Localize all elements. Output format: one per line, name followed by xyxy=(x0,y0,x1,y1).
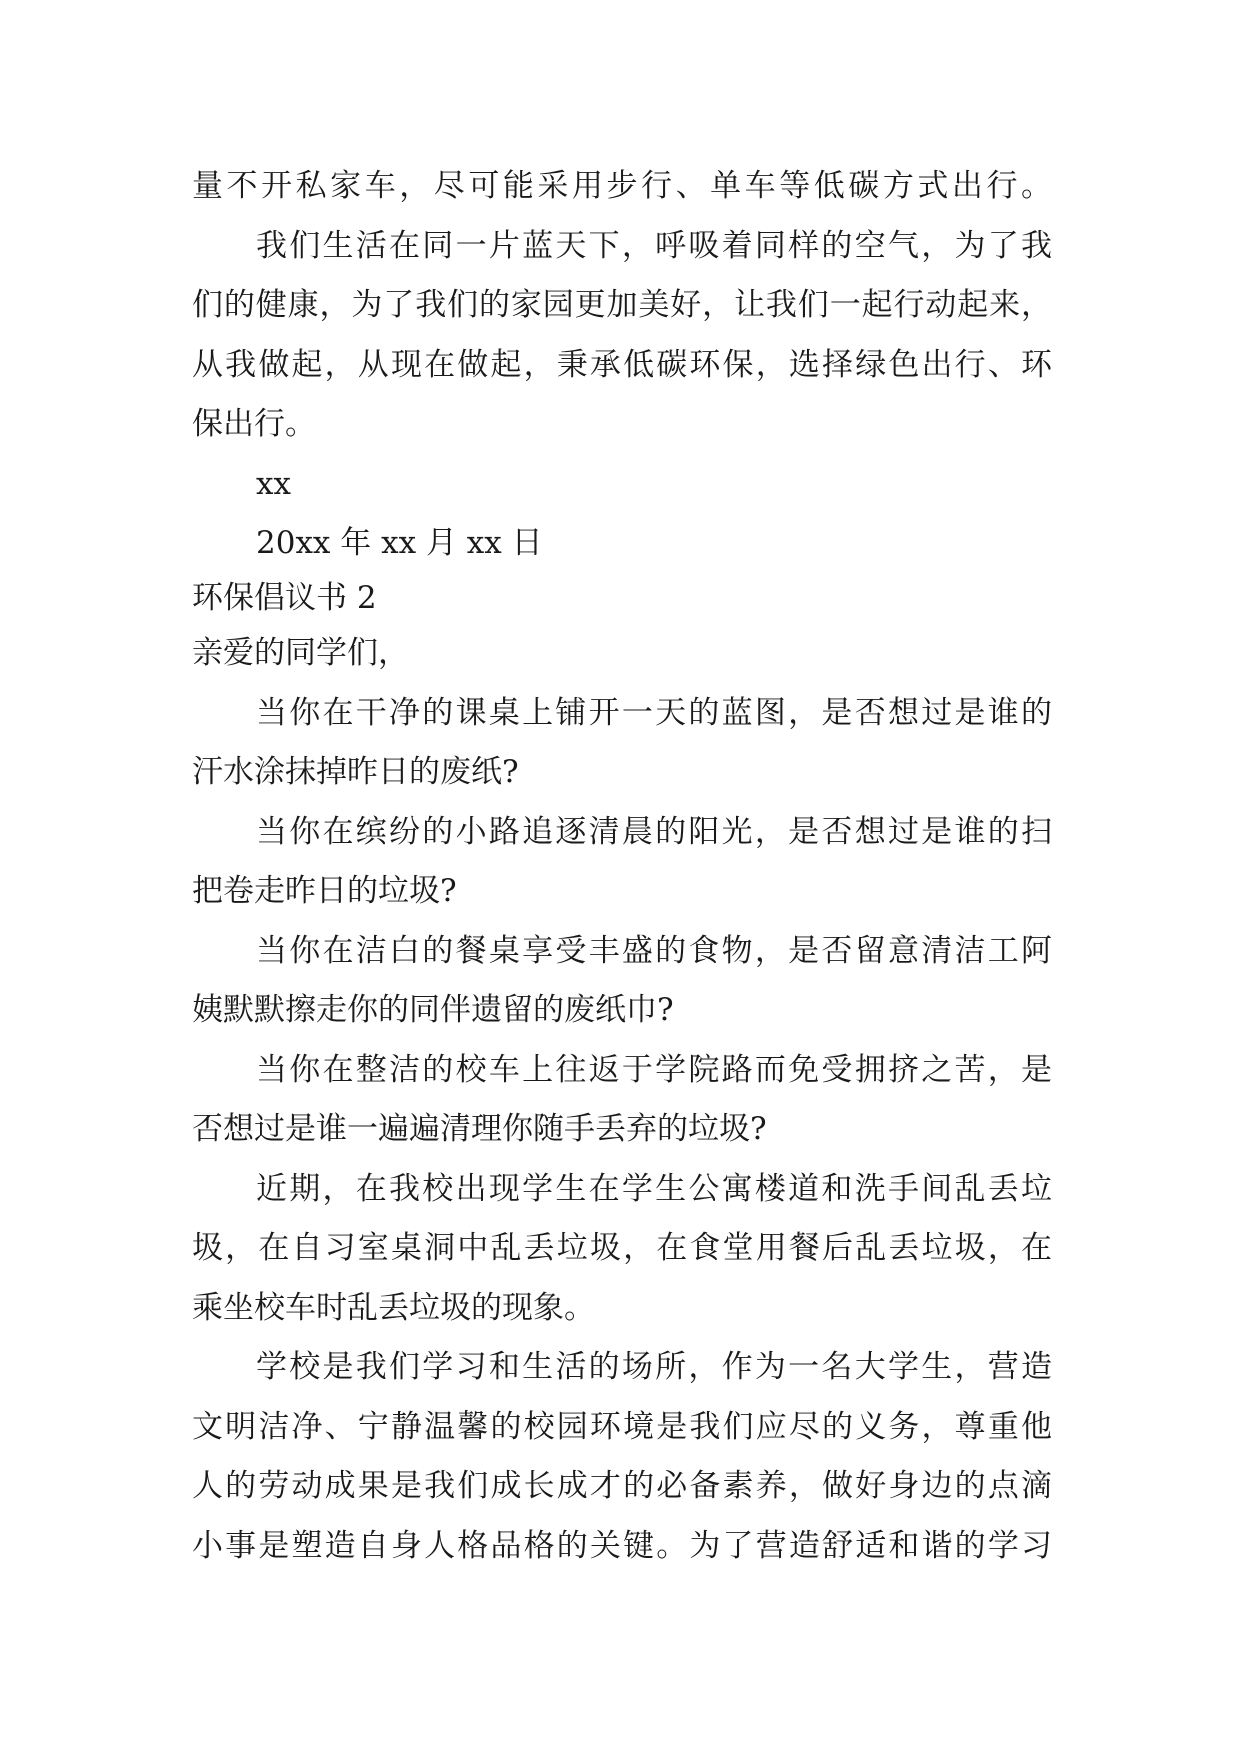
text-line: 乘坐校车时乱丢垃圾的现象。 xyxy=(192,1290,595,1326)
text-line: 学校是我们学习和生活的场所，作为一名大学生，营造 xyxy=(256,1349,1052,1385)
text-line: 汗水涂抹掉昨日的废纸? xyxy=(192,754,519,790)
text-line: 们的健康，为了我们的家园更加美好，让我们一起行动起来， xyxy=(192,287,1052,323)
text-line: 否想过是谁一遍遍清理你随手丢弃的垃圾? xyxy=(192,1111,767,1147)
text-line: 人的劳动成果是我们成长成才的必备素养，做好身边的点滴 xyxy=(192,1468,1052,1504)
text-line: 当你在缤纷的小路追逐清晨的阳光，是否想过是谁的扫 xyxy=(256,814,1052,850)
text-line: 我们生活在同一片蓝天下，呼吸着同样的空气，为了我 xyxy=(256,228,1052,264)
text-line: 当你在干净的课桌上铺开一天的蓝图，是否想过是谁的 xyxy=(256,695,1052,731)
signature: xx xyxy=(256,466,291,502)
text-line: 把卷走昨日的垃圾? xyxy=(192,873,457,909)
text-line: 保出行。 xyxy=(192,406,316,442)
text-line: 量不开私家车，尽可能采用步行、单车等低碳方式出行。 xyxy=(192,168,1052,204)
text-line: 当你在整洁的校车上往返于学院路而免受拥挤之苦，是 xyxy=(256,1052,1052,1088)
text-line: 姨默默擦走你的同伴遗留的废纸巾? xyxy=(192,992,674,1028)
date-line: 20xx 年 xx 月 xx 日 xyxy=(256,525,543,561)
salutation: 亲爱的同学们， xyxy=(192,635,409,671)
text-line: 圾，在自习室桌洞中乱丢垃圾，在食堂用餐后乱丢垃圾，在 xyxy=(192,1230,1052,1266)
text-line: 从我做起，从现在做起，秉承低碳环保，选择绿色出行、环 xyxy=(192,347,1052,383)
text-line: 当你在洁白的餐桌享受丰盛的食物，是否留意清洁工阿 xyxy=(256,933,1052,969)
text-line: 小事是塑造自身人格品格的关键。为了营造舒适和谐的学习 xyxy=(192,1528,1052,1564)
text-line: 文明洁净、宁静温馨的校园环境是我们应尽的义务，尊重他 xyxy=(192,1409,1052,1445)
text-line: 近期，在我校出现学生在学生公寓楼道和洗手间乱丢垃 xyxy=(256,1171,1052,1207)
section-heading: 环保倡议书 2 xyxy=(192,580,377,616)
